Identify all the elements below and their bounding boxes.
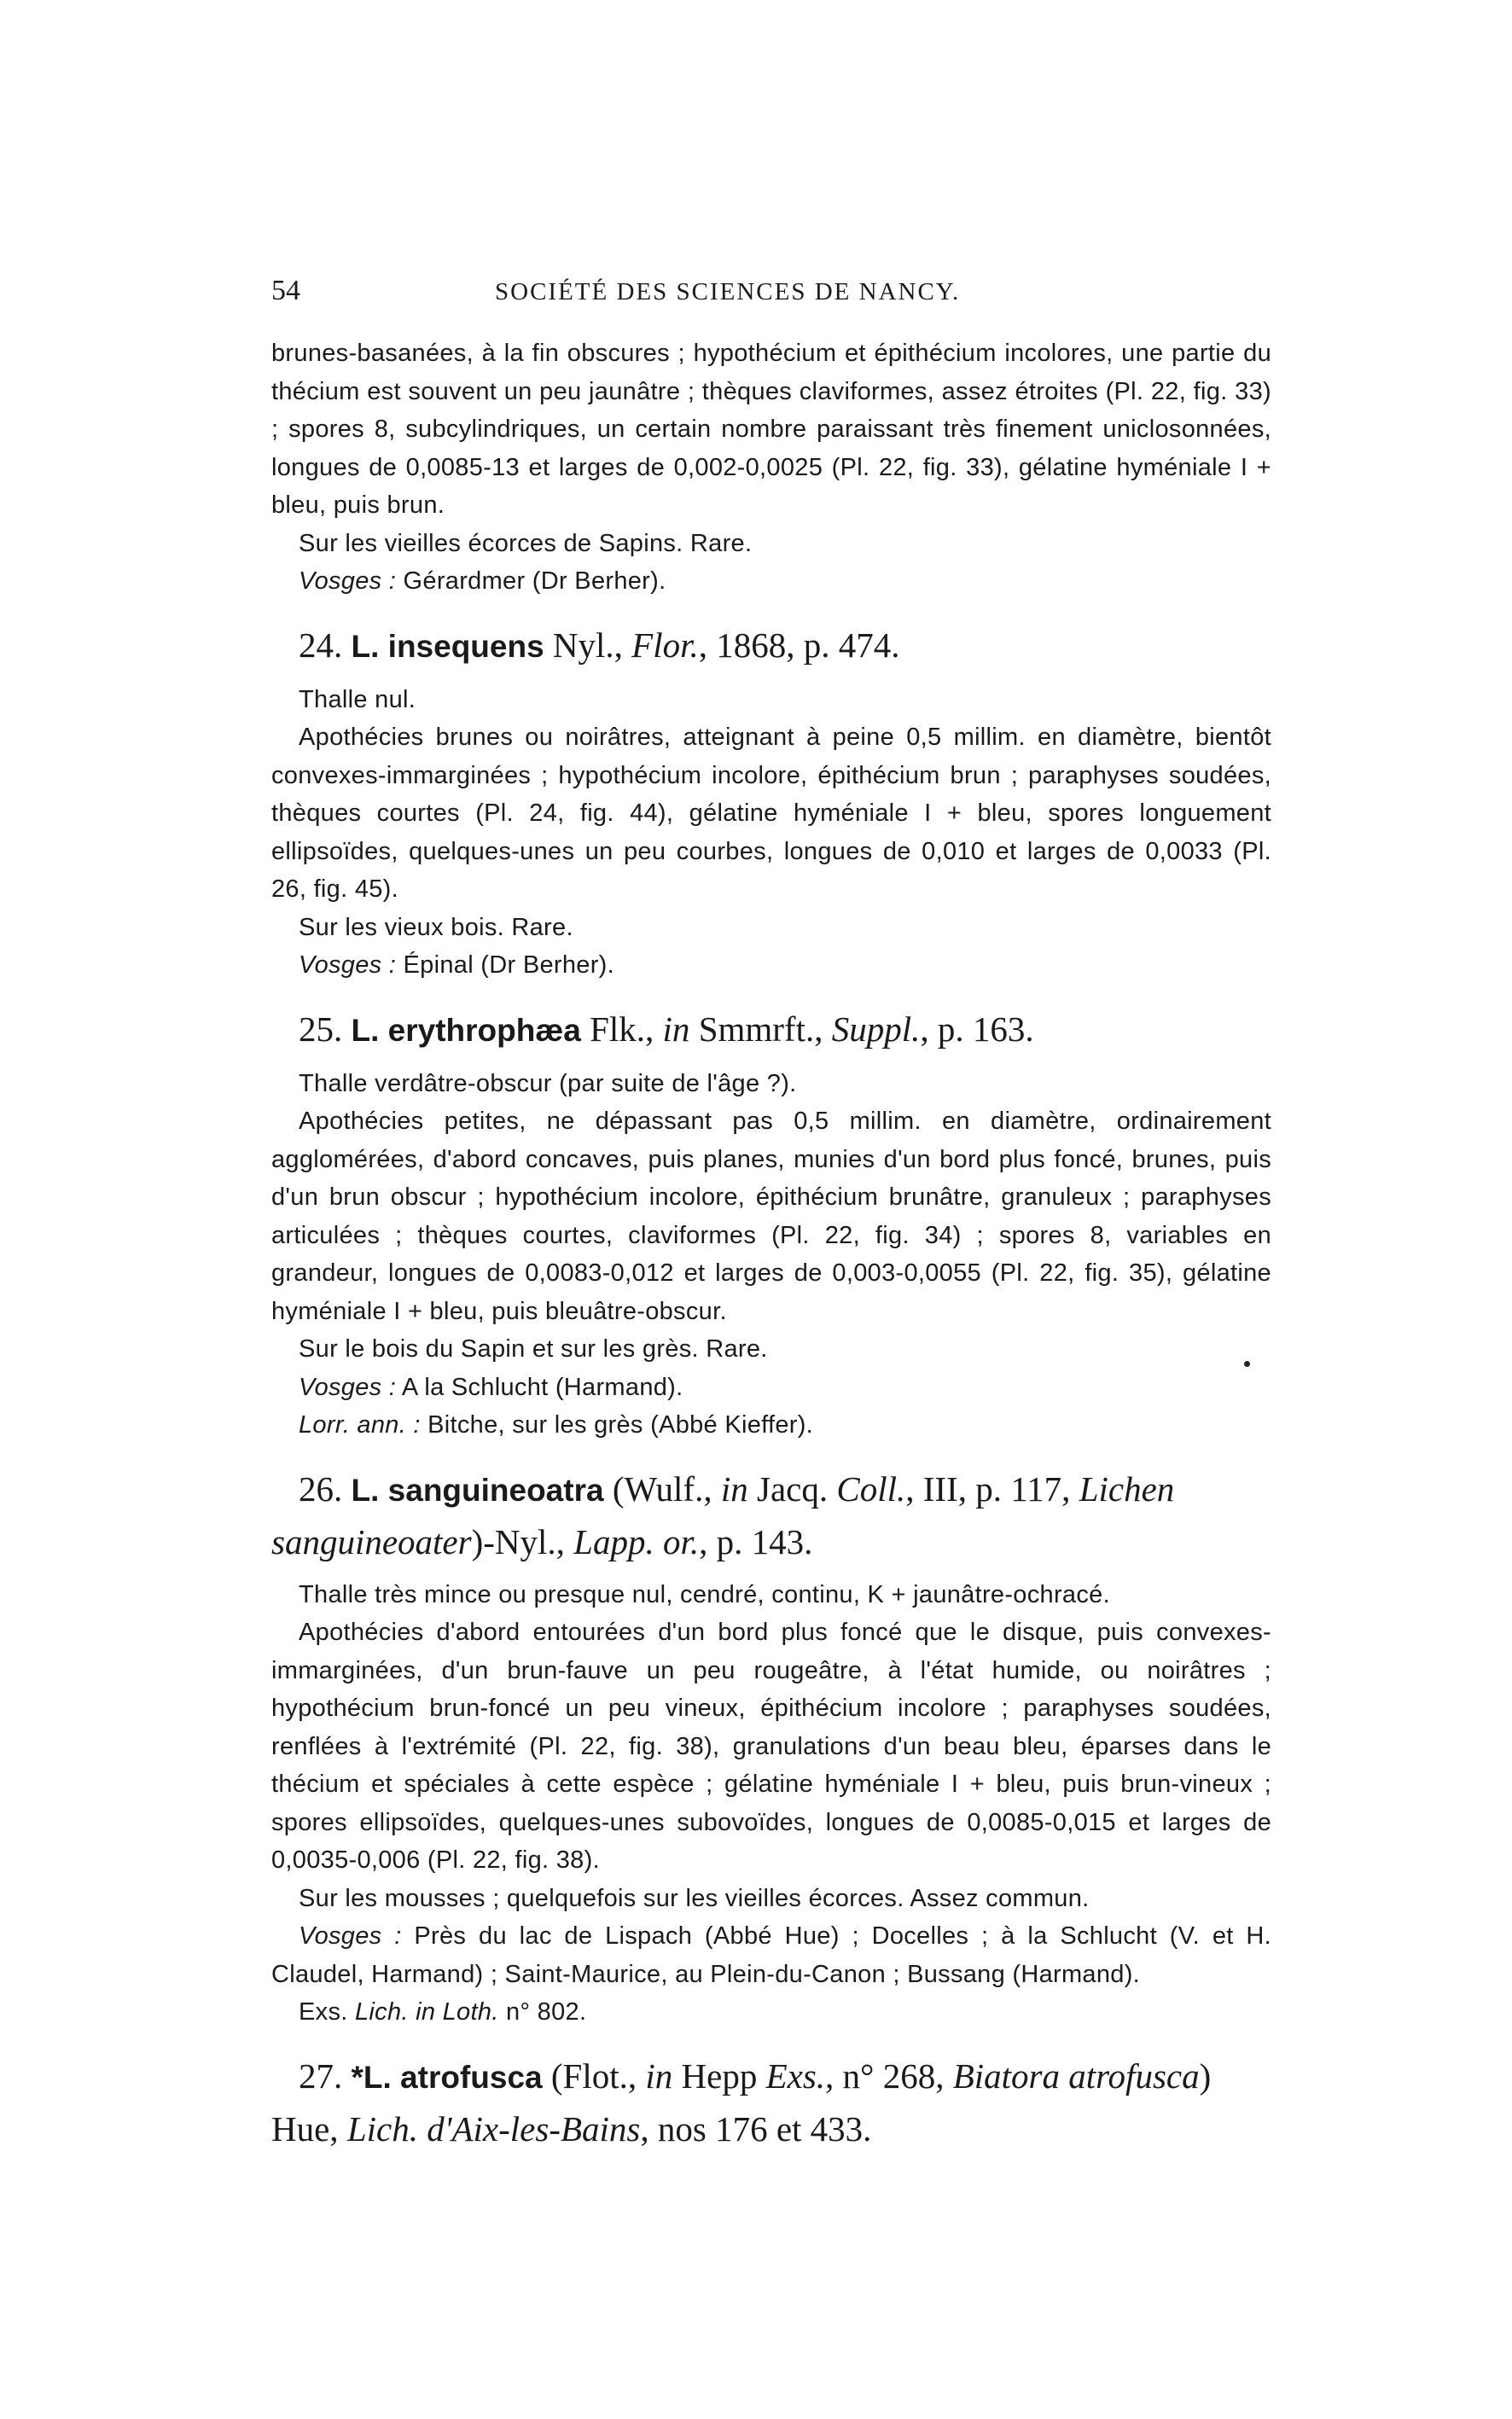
entry-26-heading: [271, 1463, 1271, 1567]
in-word: in: [720, 1468, 748, 1509]
entry-25-description: Apothécies petites, ne dépassant pas 0,5 millim. en diamètre, ordinairement agglomérées, d'abord concaves, puis planes, munies d'un bord plus foncé, brunes, puis d'un brun obscur ; hypothécium incolore, épithécium brunâtre, granuleux ; paraphyses articulées ; thèques courtes, claviformes (Pl. 22, fig. 34) ; spores 8, variables en grandeur, longues de 0,0083-0,012 et larges de 0,003-0,0055 (Pl. 22, fig. 35), gélatine hyméniale I + bleu, puis bleuâtre-obscur.: [271, 1108, 1271, 1325]
entry-25-heading: [271, 1003, 1271, 1056]
entry-24-locality: [271, 946, 1271, 985]
citation-rest: , p. 163.: [920, 1009, 1034, 1049]
citation-rest: , nos 176 et 433.: [640, 2108, 872, 2149]
entry-26-exsiccata: [271, 1993, 1271, 2032]
author: (Wulf.,: [603, 1468, 721, 1509]
citation-mid-3: ) Hue,: [271, 2056, 1212, 2149]
entry-number: 27.: [299, 2056, 352, 2096]
work-title-2: Lich. d'Aix-les-Bains: [346, 2108, 641, 2149]
running-title: SOCIÉTÉ DES SCIENCES DE NANCY.: [495, 278, 961, 305]
exs-prefix: Exs.: [299, 1998, 355, 2026]
work-title: Coll.: [836, 1468, 906, 1509]
locality-text: A la Schlucht (Harmand).: [396, 1373, 683, 1401]
page-body: [271, 334, 1271, 2163]
page-header: [271, 275, 1271, 317]
citation-mid-2: , III, p. 117,: [905, 1468, 1079, 1509]
exs-label: Lich. in Loth.: [354, 1998, 499, 2026]
in-word: in: [662, 1009, 690, 1049]
locality-text: Gérardmer (Dr Berher).: [396, 567, 666, 595]
locality-label: Lorr. ann. :: [299, 1411, 421, 1439]
intro-description: brunes-basanées, à la fin obscures ; hypothécium et épithécium incolores, une partie du thécium est souvent un peu jaunâtre ; thèques claviformes, assez étroites (Pl. 22, fig. 33) ; spores 8, subcylindriques, un certain nombre paraissant très finement uniclosonnées, longues de 0,0085-13 et larges de 0,002-0,0025 (Pl. 22, fig. 33), gélatine hyméniale I + bleu, puis brun.: [271, 340, 1271, 519]
in-word: in: [645, 2056, 673, 2096]
print-speck: [1244, 1361, 1250, 1367]
species-name: L. erythrophæa: [351, 1012, 581, 1048]
locality-label: Vosges :: [299, 951, 397, 979]
locality-text: Épinal (Dr Berher).: [396, 951, 614, 979]
entry-number: 25.: [299, 1009, 352, 1049]
locality-label: Vosges :: [299, 567, 397, 595]
exs-number: n° 802.: [498, 1998, 587, 2026]
locality-text: Près du lac de Lispach (Abbé Hue) ; Docelles ; à la Schlucht (V. et H. Claudel, Harmand) ; Saint-Maurice, au Plein-du-Canon ; Bussang (Harmand).: [271, 1922, 1271, 1988]
entry-26-thallus: Thalle très mince ou presque nul, cendré, continu, K + jaunâtre-ochracé.: [299, 1580, 1110, 1608]
author: (Flot.,: [542, 2056, 646, 2096]
citation-mid: Jacq.: [747, 1468, 837, 1509]
work-title: Exs.: [765, 2056, 826, 2096]
entry-24-description: Apothécies brunes ou noirâtres, atteignant à peine 0,5 millim. en diamètre, bientôt convexes-immarginées ; hypothécium incolore, épithécium brun ; paraphyses soudées, thèques courtes (Pl. 24, fig. 44), gélatine hyméniale I + bleu, spores longuement ellipsoïdes, quelques-unes un peu courbes, longues de 0,010 et larges de 0,0033 (Pl. 26, fig. 45).: [271, 724, 1271, 903]
author: Flk.,: [580, 1009, 663, 1049]
author: Nyl.,: [544, 625, 632, 665]
citation-rest: , p. 143.: [699, 1521, 813, 1561]
work-title-2: Lapp. or.: [573, 1521, 700, 1561]
entry-27-heading: [271, 2050, 1271, 2154]
entry-number: 26.: [299, 1468, 352, 1509]
entry-26-habitat: Sur les mousses ; quelquefois sur les vieilles écorces. Assez commun.: [299, 1884, 1090, 1912]
citation-mid-2: , n° 268,: [825, 2056, 953, 2096]
page-number: 54: [271, 275, 300, 306]
species-name: L. sanguineoatra: [351, 1472, 604, 1508]
locality-text: Bitche, sur les grès (Abbé Kieffer).: [420, 1411, 814, 1439]
entry-25-habitat: Sur le bois du Sapin et sur les grès. Rare.: [299, 1335, 768, 1363]
entry-25-locality-lorraine: [271, 1406, 1271, 1445]
synonym: Lichen sanguineoater: [271, 1468, 1175, 1561]
entry-26-locality: [271, 1917, 1271, 1993]
entry-25-thallus: Thalle verdâtre-obscur (par suite de l'âge ?).: [299, 1069, 797, 1097]
work-title: Flor.: [631, 625, 699, 665]
citation-mid: Smmrft.,: [689, 1009, 832, 1049]
intro-locality: [271, 562, 1271, 601]
locality-label: Vosges :: [299, 1373, 397, 1401]
entry-25-locality-vosges: [271, 1369, 1271, 1407]
entry-number: 24.: [299, 625, 352, 665]
synonym: Biatora atrofusca: [952, 2056, 1200, 2096]
entry-24-habitat: Sur les vieux bois. Rare.: [299, 913, 573, 941]
species-name: L. insequens: [351, 628, 544, 664]
species-name: *L. atrofusca: [351, 2059, 543, 2095]
entry-24-heading: [271, 619, 1271, 672]
entry-26-description: Apothécies d'abord entourées d'un bord plus foncé que le disque, puis convexes-immarginées, d'un brun-fauve un peu rougeâtre, à l'état humide, ou noirâtres ; hypothécium brun-foncé un peu vineux, épithécium incolore ; paraphyses soudées, renflées à l'extrémité (Pl. 22, fig. 38), granulations d'un beau bleu, éparses dans le thécium et spéciales à cette espèce ; gélatine hyméniale I + bleu, puis brun-vineux ; spores ellipsoïdes, quelques-unes subovoïdes, longues de 0,0085-0,015 et larges de 0,0035-0,006 (Pl. 22, fig. 38).: [271, 1619, 1271, 1874]
citation-rest: , 1868, p. 474.: [698, 625, 900, 665]
work-title: Suppl.: [831, 1009, 921, 1049]
intro-habitat: Sur les vieilles écorces de Sapins. Rare.: [299, 529, 753, 557]
entry-24-thallus: Thalle nul.: [299, 685, 416, 713]
citation-mid: Hepp: [672, 2056, 766, 2096]
locality-label: Vosges :: [299, 1922, 402, 1950]
citation-mid-3: )-Nyl.,: [471, 1521, 574, 1561]
